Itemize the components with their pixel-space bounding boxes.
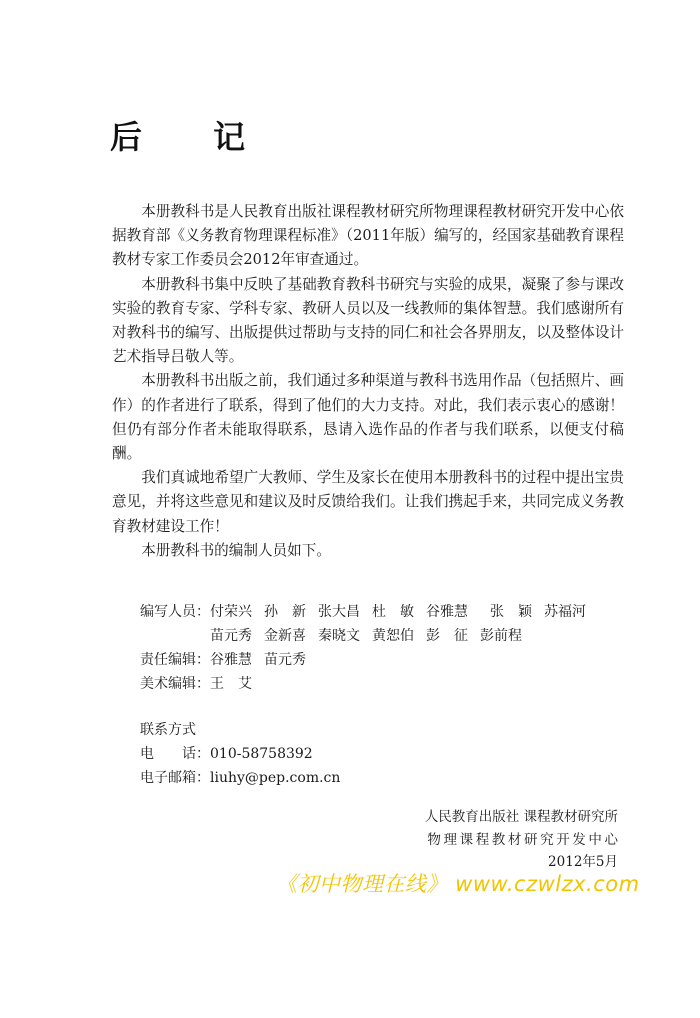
writer-name: 秦晓文 bbox=[318, 628, 360, 644]
paragraph: 本册教科书出版之前，我们通过多种渠道与教科书选用作品（包括照片、画作）的作者进行了联系，得到了他们的大力支持。对此，我们表示衷心的感谢！但仍有部分作者未能取得联系，恳请入选作品的作者与我们联系，以便支付稿酬。 bbox=[112, 372, 624, 463]
writer-name: 金新喜 bbox=[264, 628, 306, 644]
publish-date: 2012年5月 bbox=[548, 854, 618, 870]
paragraph: 本册教科书集中反映了基础教育教科书研究与实验的成果，凝聚了参与课改实验的教育专家、学科专家、教研人员以及一线教师的集体智慧。我们感谢所有对教科书的编写、出版提供过帮助与支持的同仁和社会各界朋友，以及整体设计艺术指导吕敬人等。 bbox=[112, 275, 624, 366]
writer-name: 张 颖 bbox=[490, 604, 532, 620]
writers-row bbox=[140, 624, 598, 648]
art-editor-label: 美术编辑： bbox=[140, 676, 210, 692]
writer-name: 张大昌 bbox=[318, 604, 360, 620]
editors-label: 责任编辑： bbox=[140, 652, 210, 668]
art-editor-row bbox=[140, 672, 598, 696]
art-editor-names bbox=[210, 672, 264, 696]
publisher-line: 物理课程教材研究开发中心 bbox=[427, 831, 621, 848]
writer-name: 付荣兴 bbox=[210, 604, 252, 620]
staff-list bbox=[140, 600, 598, 696]
writer-name: 苏福河 bbox=[544, 604, 586, 620]
phone-label: 话： bbox=[182, 746, 210, 762]
email-line bbox=[140, 766, 340, 790]
writer-name: 彭 征 bbox=[426, 628, 468, 644]
writer-name: 谷雅慧 bbox=[426, 604, 468, 620]
writer-name: 黄恕伯 bbox=[372, 628, 414, 644]
writer-name: 杜 敏 bbox=[372, 604, 414, 620]
editor-name: 谷雅慧 bbox=[210, 652, 252, 668]
writers-names bbox=[210, 600, 598, 624]
page-title: 后 记 bbox=[110, 118, 276, 156]
writer-name: 苗元秀 bbox=[210, 628, 252, 644]
paragraph: 本册教科书的编制人员如下。 bbox=[141, 541, 331, 559]
contact-info bbox=[140, 718, 340, 790]
email-address: liuhy@pep.com.cn bbox=[210, 770, 341, 786]
writer-name: 彭前程 bbox=[480, 628, 522, 644]
email-label: 电子邮箱： bbox=[140, 770, 210, 786]
afterword-body bbox=[112, 200, 624, 563]
editors-names bbox=[210, 648, 318, 672]
phone-label: 电 bbox=[140, 746, 154, 762]
writers-label: 编写人员： bbox=[140, 604, 210, 620]
writer-name: 孙 新 bbox=[264, 604, 306, 620]
writers-row bbox=[140, 600, 598, 624]
editors-row bbox=[140, 648, 598, 672]
publisher-line: 人民教育出版社 课程教材研究所 bbox=[424, 809, 618, 825]
art-editor-name: 王 艾 bbox=[210, 676, 252, 692]
writers-names bbox=[210, 624, 534, 648]
paragraph: 本册教科书是人民教育出版社课程教材研究所物理课程教材研究开发中心依据教育部《义务教育物理课程标准》（2011年版）编写的，经国家基础教育课程教材专家工作委员会2012年审查通过。 bbox=[112, 203, 624, 269]
phone-line bbox=[140, 742, 340, 766]
phone-number: 010-58758392 bbox=[210, 746, 313, 762]
contact-heading: 联系方式 bbox=[140, 722, 196, 738]
watermark: 《初中物理在线》 www.czwlzx.com bbox=[276, 872, 640, 896]
editor-name: 苗元秀 bbox=[264, 652, 306, 668]
publisher-signature bbox=[424, 806, 621, 874]
paragraph: 我们真诚地希望广大教师、学生及家长在使用本册教科书的过程中提出宝贵意见，并将这些意见和建议及时反馈给我们。让我们携起手来，共同完成义务教育教材建设工作！ bbox=[112, 469, 624, 535]
